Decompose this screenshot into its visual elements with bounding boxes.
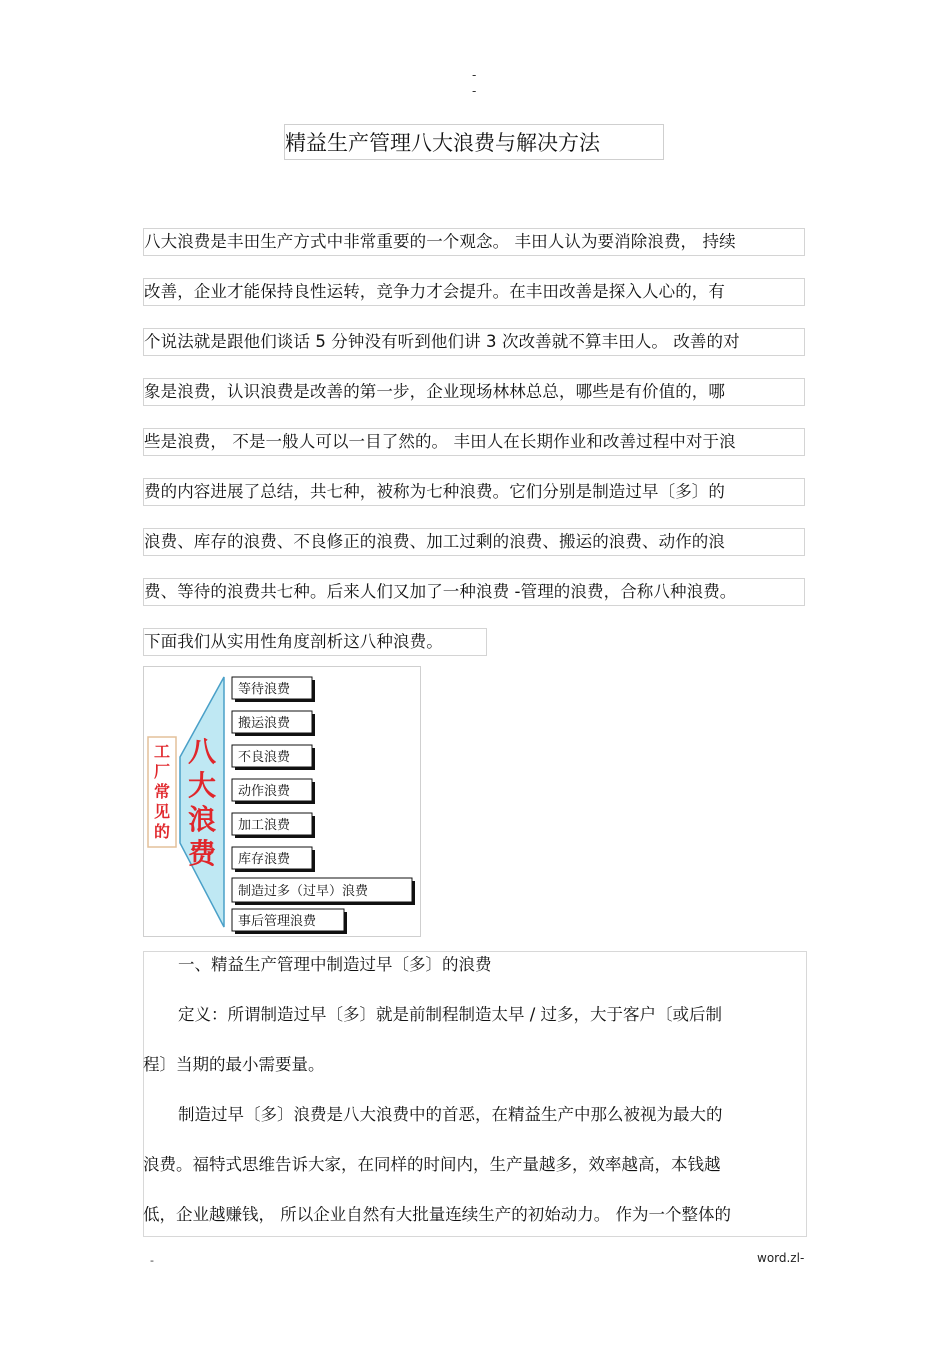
section-1-definition-line-2: 程〕当期的最小需要量。 bbox=[143, 1055, 325, 1074]
item-label-2: 搬运浪费 bbox=[238, 716, 291, 731]
section-1-definition-line-1: 定义：所谓制造过早〔多〕就是前制程制造太早 / 过多，大于客户〔或后制 bbox=[178, 1005, 723, 1024]
side-label-char-5: 的 bbox=[153, 822, 171, 841]
center-label-char-4: 费 bbox=[187, 837, 217, 870]
section-1-paragraph-line-3: 低，企业越赚钱， 所以企业自然有大批量连续生产的初始动力。 作为一个整体的 bbox=[143, 1205, 731, 1224]
intro-line-2: 改善，企业才能保持良性运转，竞争力才会提升。在丰田改善是探入人心的，有 bbox=[143, 278, 805, 306]
item-label-8: 事后管理浪费 bbox=[238, 914, 317, 929]
intro-line-7: 浪费、库存的浪费、不良修正的浪费、加工过剩的浪费、搬运的浪费、动作的浪 bbox=[143, 528, 805, 556]
center-label-char-2: 大 bbox=[187, 769, 217, 802]
item-label-1: 等待浪费 bbox=[238, 682, 291, 697]
center-label-char-1: 八 bbox=[187, 735, 217, 768]
section-1-box bbox=[143, 951, 807, 1237]
side-label-char-4: 见 bbox=[153, 802, 171, 821]
item-label-6: 库存浪费 bbox=[238, 852, 291, 867]
trapezoid-shape bbox=[180, 677, 224, 927]
section-1-heading: 一、精益生产管理中制造过早〔多〕的浪费 bbox=[178, 955, 492, 974]
intro-line-9: 下面我们从实用性角度剖析这八种浪费。 bbox=[143, 628, 487, 656]
side-label-char-1: 工 bbox=[153, 742, 171, 761]
eight-wastes-diagram bbox=[144, 667, 420, 936]
eight-wastes-figure bbox=[143, 666, 421, 937]
side-label-char-2: 厂 bbox=[153, 762, 171, 781]
header-mark-bottom: - bbox=[472, 84, 477, 98]
center-label-char-3: 浪 bbox=[187, 803, 217, 836]
intro-line-8: 费、等待的浪费共七种。后来人们又加了一种浪费 -管理的浪费，合称八种浪费。 bbox=[143, 578, 805, 606]
section-1-paragraph-line-1: 制造过早〔多〕浪费是八大浪费中的首恶，在精益生产中那么被视为最大的 bbox=[178, 1105, 723, 1124]
item-label-7: 制造过多（过早）浪费 bbox=[238, 884, 369, 899]
item-label-5: 加工浪费 bbox=[238, 818, 291, 833]
header-mark-top: - bbox=[472, 68, 477, 82]
intro-line-6: 费的内容进展了总结，共七种，被称为七种浪费。它们分别是制造过早〔多〕的 bbox=[143, 478, 805, 506]
intro-line-3: 个说法就是跟他们谈话 5 分钟没有听到他们讲 3 次改善就不算丰田人。 改善的对 bbox=[143, 328, 805, 356]
footer-left-mark: - bbox=[150, 1254, 154, 1267]
intro-line-4: 象是浪费，认识浪费是改善的第一步，企业现场林林总总，哪些是有价值的，哪 bbox=[143, 378, 805, 406]
side-label-char-3: 常 bbox=[153, 782, 171, 801]
section-1-paragraph-line-2: 浪费。福特式思维告诉大家，在同样的时间内，生产量越多，效率越高，本钱越 bbox=[143, 1155, 721, 1174]
footer-source: word.zl- bbox=[757, 1251, 805, 1265]
document-title: 精益生产管理八大浪费与解决方法 bbox=[284, 124, 664, 160]
intro-line-1: 八大浪费是丰田生产方式中非常重要的一个观念。 丰田人认为要消除浪费， 持续 bbox=[143, 228, 805, 256]
item-label-3: 不良浪费 bbox=[238, 750, 291, 765]
item-label-4: 动作浪费 bbox=[238, 784, 291, 799]
intro-line-5: 些是浪费， 不是一般人可以一目了然的。 丰田人在长期作业和改善过程中对于浪 bbox=[143, 428, 805, 456]
